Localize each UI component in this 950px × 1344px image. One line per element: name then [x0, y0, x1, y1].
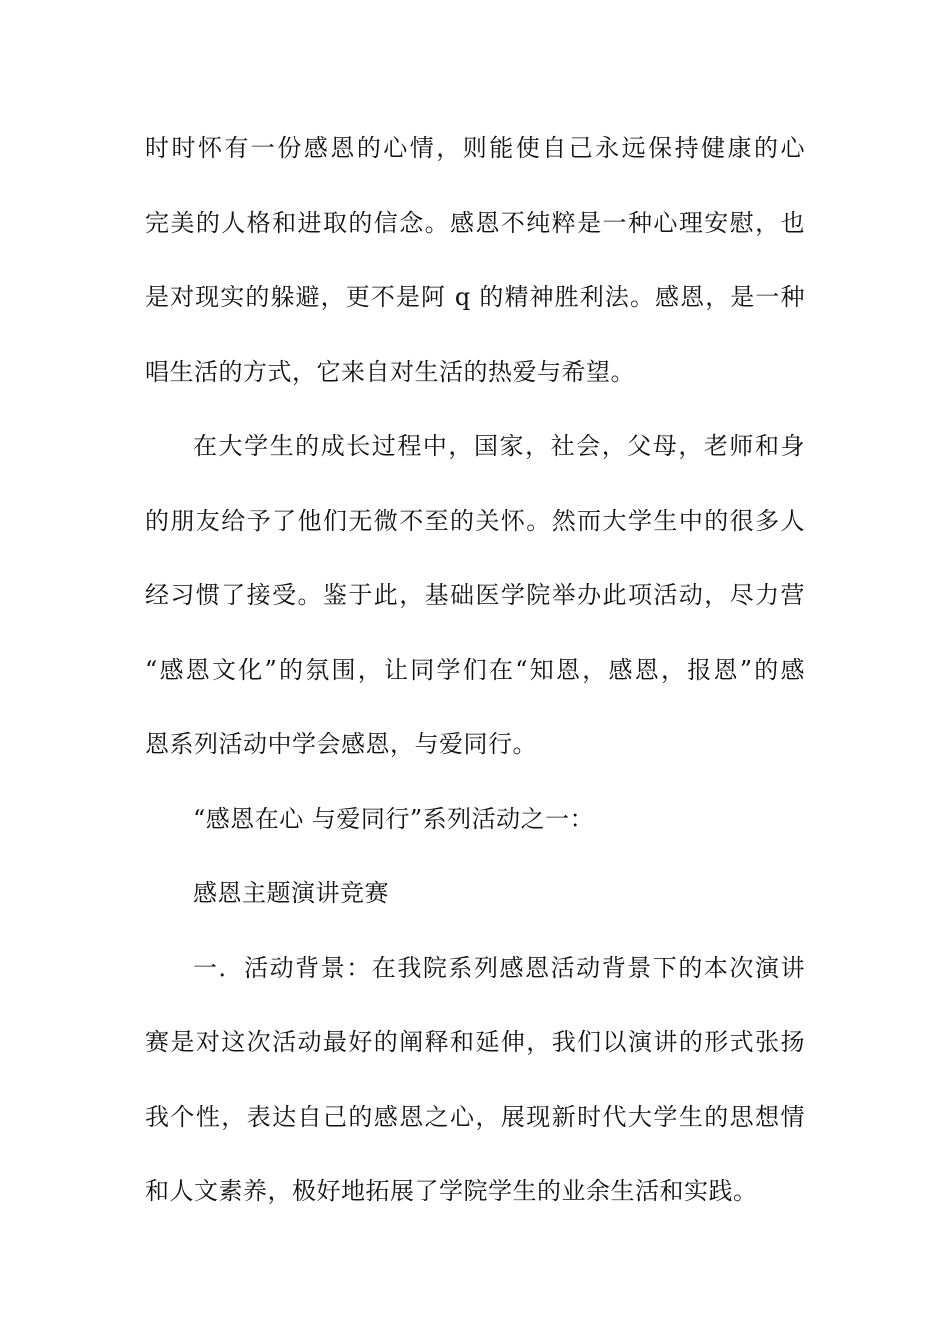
paragraph-line: 是对现实的躲避，更不是阿 q 的精神胜利法。感恩，是一种 [145, 283, 805, 311]
paragraph-line: 经习惯了接受。鉴于此，基础医学院举办此项活动，尽力营 [145, 581, 805, 609]
paragraph-line: 唱生活的方式，它来自对生活的热爱与希望。 [145, 357, 635, 386]
paragraph-line: 的朋友给予了他们无微不至的关怀。然而大学生中的很多人 [145, 506, 805, 535]
paragraph-line: 我个性，表达自己的感恩之心，展现新时代大学生的思想情 [145, 1102, 805, 1131]
paragraph-line: 在大学生的成长过程中，国家，社会，父母，老师和身 [193, 432, 805, 460]
section-heading: 感恩主题演讲竞赛 [193, 879, 389, 907]
paragraph-line: “感恩文化”的氛围，让同学们在“知恩，感恩，报恩”的感 [145, 655, 805, 684]
paragraph-line: 恩系列活动中学会感恩，与爱同行。 [145, 730, 537, 758]
paragraph-line: 完美的人格和进取的信念。感恩不纯粹是一种心理安慰，也 [145, 208, 805, 237]
document-body [145, 118, 805, 1236]
section-heading: “感恩在心 与爱同行”系列活动之一： [193, 804, 595, 833]
paragraph-line: 时时怀有一份感恩的心情，则能使自己永远保持健康的心 [145, 134, 805, 162]
paragraph-line: 一．活动背景：在我院系列感恩活动背景下的本次演讲 [193, 953, 805, 982]
paragraph-line: 和人文素养，极好地拓展了学院学生的业余生活和实践。 [145, 1177, 758, 1205]
paragraph-line: 赛是对这次活动最好的阐释和延伸，我们以演讲的形式张扬 [145, 1028, 805, 1056]
